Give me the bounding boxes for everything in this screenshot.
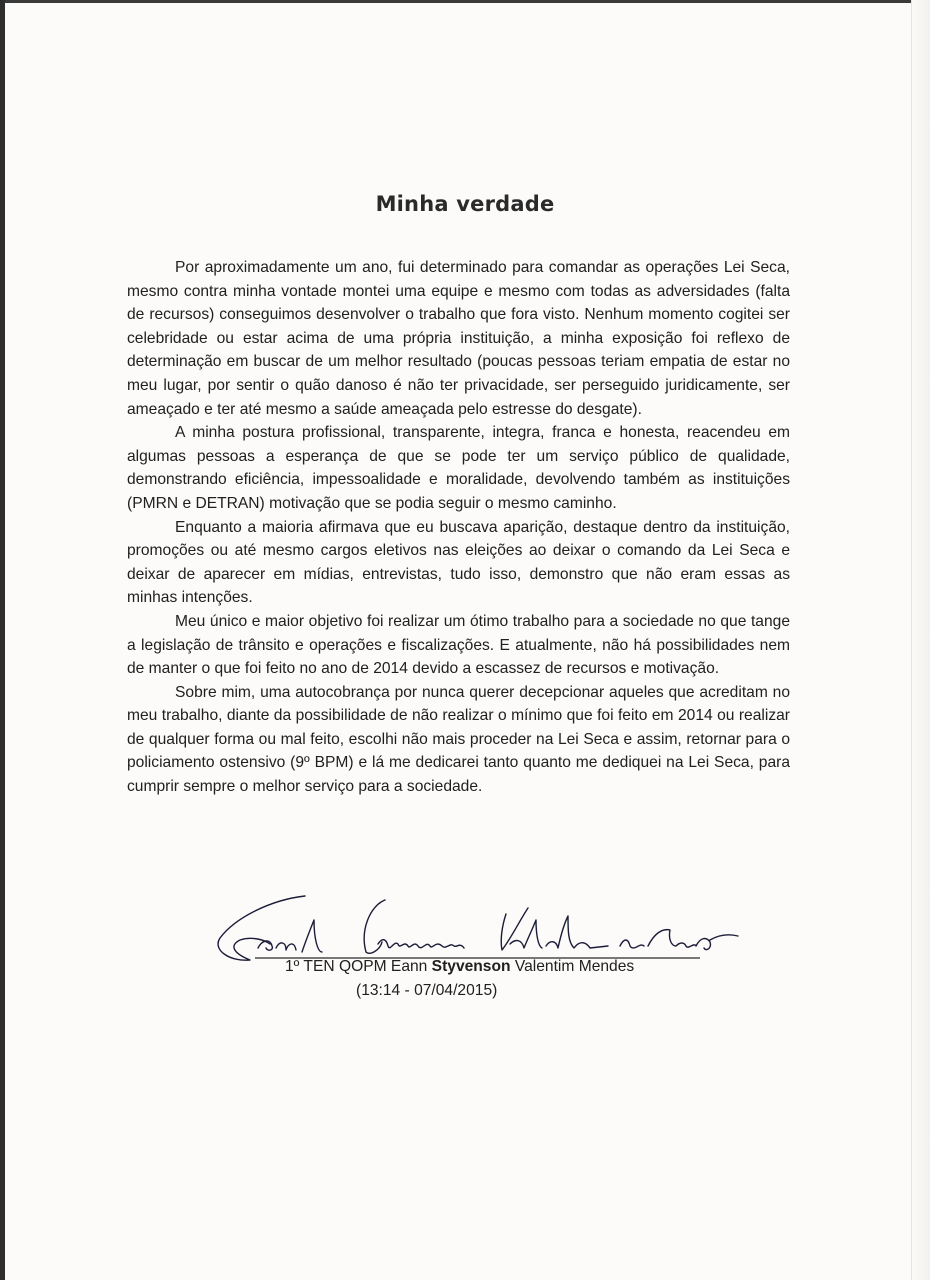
document-body bbox=[127, 256, 790, 799]
paragraph-2: A minha postura profissional, transparente, integra, franca e honesta, reacendeu em algumas pessoas a esperança de que se pode ter um serviço público de qualidade, demonstrando eficiência, impessoalidade e moralidade, devolvendo também as instituições (PMRN e DETRAN) motivação que se podia seguir o mesmo caminho. bbox=[127, 424, 790, 512]
signatory-name-bold: Styvenson bbox=[431, 958, 511, 975]
paragraph-3: Enquanto a maioria afirmava que eu buscava aparição, destaque dentro da instituição, promoções ou até mesmo cargos eletivos nas eleições ao deixar o comando da Lei Seca e deixar de aparecer em mídias, entrevistas, tudo isso, demonstro que não eram essas as minhas intenções. bbox=[127, 518, 790, 607]
paragraph-5: Sobre mim, uma autocobrança por nunca querer decepcionar aqueles que acreditam no meu trabalho, diante da possibilidade de não realizar o mínimo que foi feito em 2014 ou realizar de qualquer forma ou mal feito, escolhi não mais proceder na Lei Seca e assim, retornar para o policiamento ostensivo (9º BPM) e lá me dedicarei tanto quanto me dediquei na Lei Seca, para cumprir sempre o melhor serviço para a sociedade. bbox=[127, 683, 790, 796]
signatory-surname: Valentim Mendes bbox=[510, 958, 635, 975]
scan-edge-top bbox=[0, 0, 930, 3]
signatory-rank: 1º TEN QOPM Eann bbox=[285, 958, 432, 975]
document-title: Minha verdade bbox=[375, 192, 555, 217]
signatory-name bbox=[285, 958, 685, 976]
paragraph-4: Meu único e maior objetivo foi realizar um ótimo trabalho para a sociedade no que tange a legislação de trânsito e operações e fiscalizações. E atualmente, não há possibilidades nem de manter o que foi feito no ano de 2014 devido a escassez de recursos e motivação. bbox=[127, 612, 790, 678]
signature-datetime: (13:14 - 07/04/2015) bbox=[356, 982, 498, 999]
signature-block bbox=[210, 890, 770, 1010]
paragraph-1: Por aproximadamente um ano, fui determinado para comandar as operações Lei Seca, mesmo contra minha vontade montei uma equipe e mesmo com todas as adversidades (falta de recursos) conseguimos desenvolver o trabalho que fora visto. Nenhum momento cogitei ser celebridade ou estar acima de uma própria instituição, a minha exposição foi reflexo de determinação em buscar de um melhor resultado (poucas pessoas teriam empatia de estar no meu lugar, por sentir o quão danoso é não ter privacidade, ser perseguido juridicamente, ser ameaçado e ter até mesmo a saúde ameaçada pelo estresse do desgate). bbox=[127, 259, 790, 418]
signature-strokes bbox=[218, 896, 738, 960]
